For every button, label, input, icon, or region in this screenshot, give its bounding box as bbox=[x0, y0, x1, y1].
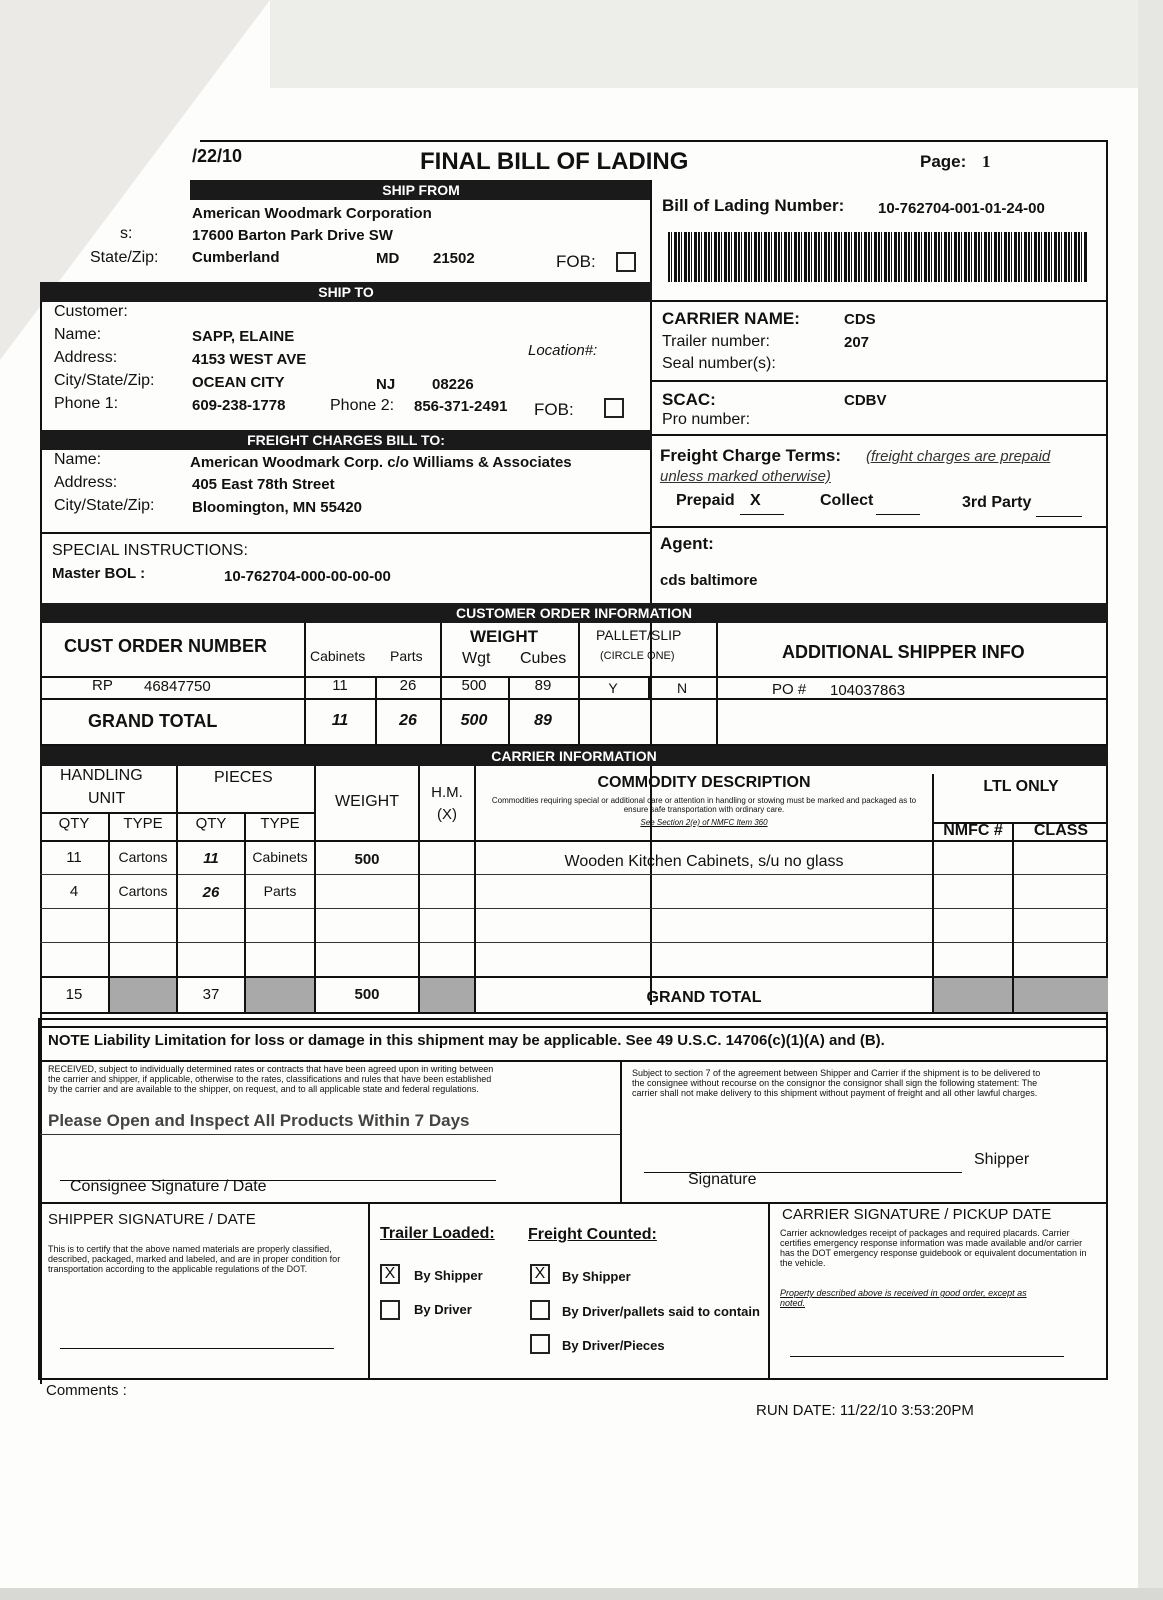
scan-shadow bbox=[0, 1588, 1163, 1600]
rule bbox=[620, 1060, 622, 1204]
scac-label: SCAC: bbox=[662, 390, 716, 409]
carrier-name-label: CARRIER NAME: bbox=[662, 309, 800, 328]
order-gt-cabinets: 11 bbox=[331, 712, 349, 729]
ship-to-zip: 08226 bbox=[432, 376, 474, 393]
h-circle-one: (CIRCLE ONE) bbox=[600, 650, 675, 662]
ship-from-bar: SHIP FROM bbox=[190, 180, 652, 200]
h-class: CLASS bbox=[1033, 822, 1089, 839]
row1-handling-type: Cartons bbox=[118, 849, 168, 865]
h-pieces: PIECES bbox=[214, 769, 273, 786]
order-number: 46847750 bbox=[144, 678, 211, 695]
pallet-n[interactable]: N bbox=[676, 680, 688, 696]
h-weight: WEIGHT bbox=[335, 793, 399, 810]
bill-to-city-label: City/State/Zip: bbox=[54, 497, 155, 514]
order-bar: CUSTOMER ORDER INFORMATION bbox=[40, 603, 1108, 623]
rule bbox=[40, 1060, 1106, 1062]
scan-background bbox=[270, 0, 1163, 88]
terms-note-line1: (freight charges are prepaid bbox=[866, 448, 1051, 465]
section7-text: Subject to section 7 of the agreement between Shipper and Carrier if the shipment is to be delivered to the consignee without recourse on the consignor the consignor shall sign the following statement: The carrier shall not make delivery to this shipment without payment of freight and all other lawful charges. bbox=[632, 1068, 1041, 1098]
carrier-grand-total-label: GRAND TOTAL bbox=[646, 989, 762, 1006]
h-parts: Parts bbox=[390, 648, 423, 664]
h-wgt: Wgt bbox=[462, 650, 491, 667]
rule bbox=[40, 942, 1108, 943]
rule bbox=[418, 766, 420, 1012]
bill-to-address: 405 East 78th Street bbox=[192, 476, 335, 493]
page-title: FINAL BILL OF LADING bbox=[420, 148, 689, 175]
h-handling-qty: QTY bbox=[58, 815, 90, 832]
rule bbox=[368, 1204, 370, 1380]
row1-pieces-type: Cabinets bbox=[252, 849, 308, 865]
bill-to-bar: FREIGHT CHARGES BILL TO: bbox=[40, 430, 652, 450]
row1-handling-qty: 11 bbox=[66, 849, 82, 866]
pro-label: Pro number: bbox=[662, 411, 751, 428]
ship-to-state: NJ bbox=[376, 376, 396, 393]
ship-to-name: SAPP, ELAINE bbox=[192, 328, 295, 345]
row1-description: Wooden Kitchen Cabinets, s/u no glass bbox=[564, 853, 844, 870]
fc-driver-pieces-label: By Driver/Pieces bbox=[562, 1338, 665, 1353]
h-handling: HANDLING bbox=[60, 767, 143, 784]
row2-pieces-qty: 26 bbox=[202, 884, 220, 901]
row1-pieces-qty: 11 bbox=[203, 850, 219, 867]
page-number: 1 bbox=[982, 152, 991, 171]
barcode-image bbox=[668, 232, 1088, 282]
agent-value: cds baltimore bbox=[660, 572, 758, 589]
rule bbox=[650, 180, 652, 1005]
ship-to-fob-label: FOB: bbox=[534, 400, 574, 419]
carrier-name: CDS bbox=[844, 311, 876, 328]
trailer-label: Trailer number: bbox=[662, 333, 770, 350]
h-commodity-note: Commodities requiring special or additional care or attention in handling or stowing must be marked and packaged as to ensure safe transportation with ordinary care. bbox=[491, 796, 917, 814]
ship-to-fob-checkbox[interactable] bbox=[604, 398, 624, 418]
seal-label: Seal number(s): bbox=[662, 355, 776, 372]
ship-to-phone2: 856-371-2491 bbox=[414, 398, 508, 415]
h-cust-order: CUST ORDER NUMBER bbox=[64, 636, 268, 656]
bill-to-name-label: Name: bbox=[54, 451, 102, 468]
order-parts: 26 bbox=[399, 677, 417, 694]
third-party-line bbox=[1036, 516, 1082, 517]
carrier-signature-title: CARRIER SIGNATURE / PICKUP DATE bbox=[782, 1206, 1052, 1223]
tl-shipper-checkbox[interactable]: X bbox=[380, 1264, 400, 1284]
h-cubes: Cubes bbox=[520, 650, 567, 667]
shaded-cell bbox=[420, 978, 474, 1012]
prepaid-label: Prepaid bbox=[676, 492, 735, 509]
ship-from-company: American Woodmark Corporation bbox=[192, 205, 432, 222]
ship-to-name-label: Name: bbox=[54, 326, 102, 343]
special-instructions-label: SPECIAL INSTRUCTIONS: bbox=[52, 542, 248, 559]
collect-label: Collect bbox=[820, 492, 874, 509]
rule bbox=[650, 434, 1108, 436]
certify-text: This is to certify that the above named materials are properly classified, described, packaged, marked and labeled, and are in proper condition for transportation according to the applicable regulations of the DOT. bbox=[48, 1244, 341, 1274]
rule bbox=[650, 300, 1108, 302]
h-unit: UNIT bbox=[88, 790, 126, 807]
h-ltl-only: LTL ONLY bbox=[983, 778, 1059, 795]
ship-from-addr-label: s: bbox=[120, 225, 133, 242]
rule bbox=[716, 623, 718, 744]
ship-to-address: 4153 WEST AVE bbox=[192, 351, 307, 368]
scac-value: CDBV bbox=[844, 392, 887, 409]
fc-driver-pallets-checkbox[interactable] bbox=[530, 1300, 550, 1320]
rule bbox=[40, 1026, 1106, 1028]
h-hm-x: (X) bbox=[437, 806, 457, 823]
ship-from-fob-label: FOB: bbox=[556, 252, 596, 271]
h-pallet: PALLET/SLIP bbox=[596, 627, 682, 643]
fc-driver-pieces-checkbox[interactable] bbox=[530, 1334, 550, 1354]
h-nmfc-section: See Section 2(e) of NMFC Item 360 bbox=[640, 818, 768, 827]
row2-pieces-type: Parts bbox=[263, 883, 297, 899]
rule bbox=[40, 840, 1108, 842]
carrier-property-text: Property described above is received in good order, except as noted. bbox=[780, 1288, 1027, 1308]
rule bbox=[40, 874, 1108, 875]
terms-note-line2: unless marked otherwise) bbox=[660, 468, 831, 485]
total-pieces-qty: 37 bbox=[202, 986, 220, 1003]
carrier-date-line[interactable] bbox=[790, 1356, 1064, 1357]
location-label: Location#: bbox=[528, 342, 598, 359]
order-cabinets: 11 bbox=[332, 677, 348, 694]
ship-to-bar: SHIP TO bbox=[40, 282, 652, 302]
bol-label: Bill of Lading Number: bbox=[662, 196, 845, 215]
carrier-info-bar: CARRIER INFORMATION bbox=[40, 746, 1108, 766]
ship-from-state: MD bbox=[376, 250, 400, 267]
rule bbox=[768, 1204, 770, 1380]
page-label: Page: bbox=[920, 152, 967, 171]
trailer-number: 207 bbox=[844, 334, 870, 351]
order-rp: RP bbox=[92, 677, 113, 694]
prepaid-mark: X bbox=[750, 492, 761, 509]
rule bbox=[40, 532, 652, 534]
h-pieces-type: TYPE bbox=[260, 815, 300, 832]
shipper-label: Shipper bbox=[974, 1151, 1030, 1168]
h-cabinets: Cabinets bbox=[310, 648, 366, 664]
row2-handling-qty: 4 bbox=[69, 883, 79, 900]
inspect-notice: Please Open and Inspect All Products Within 7 Days bbox=[48, 1111, 470, 1130]
ship-from-citystate-label: State/Zip: bbox=[90, 249, 159, 266]
signature-label: Signature bbox=[688, 1171, 757, 1188]
row2-handling-type: Cartons bbox=[118, 883, 168, 899]
third-party-label: 3rd Party bbox=[962, 494, 1032, 511]
tl-shipper-label: By Shipper bbox=[414, 1268, 483, 1283]
rule bbox=[650, 526, 1108, 528]
carrier-ack-text: Carrier acknowledges receipt of packages and required placards. Carrier certifies emergency response information was made available and/or carrier has the DOT emergency response guidebook or equivalent documentation in the vehicle. bbox=[780, 1228, 1087, 1268]
ship-to-address-label: Address: bbox=[54, 349, 118, 366]
master-bol-number: 10-762704-000-00-00-00 bbox=[224, 568, 391, 585]
po-number: 104037863 bbox=[830, 682, 906, 699]
ship-to-customer-label: Customer: bbox=[54, 303, 128, 320]
fc-driver-pallets-label: By Driver/pallets said to contain bbox=[562, 1304, 760, 1319]
total-handling-qty: 15 bbox=[65, 986, 83, 1003]
ship-from-address: 17600 Barton Park Drive SW bbox=[192, 227, 393, 244]
shaded-cell bbox=[934, 978, 1012, 1012]
consignee-signature-label: Consignee Signature / Date bbox=[70, 1178, 267, 1195]
liability-note: NOTE Liability Limitation for loss or damage in this shipment may be applicable. See 49 U.S.C. 14706(c)(1)(A) and (B). bbox=[48, 1032, 885, 1049]
collect-line bbox=[876, 514, 920, 515]
rule bbox=[650, 380, 1108, 382]
rule bbox=[200, 140, 1108, 142]
h-pieces-qty: QTY bbox=[195, 815, 227, 832]
h-nmfc: NMFC # bbox=[943, 822, 1003, 839]
rule bbox=[474, 766, 476, 1012]
ship-to-phone1-label: Phone 1: bbox=[54, 395, 119, 412]
order-weight: 500 bbox=[461, 677, 487, 694]
terms-label: Freight Charge Terms: bbox=[660, 446, 842, 465]
bill-to-name: American Woodmark Corp. c/o Williams & Associates bbox=[190, 454, 572, 471]
shaded-cell bbox=[1014, 978, 1108, 1012]
h-hm: H.M. bbox=[431, 784, 463, 801]
h-additional: ADDITIONAL SHIPPER INFO bbox=[782, 642, 1025, 662]
ship-to-phone1: 609-238-1778 bbox=[192, 397, 286, 414]
order-cubes: 89 bbox=[534, 677, 552, 694]
order-grand-total-label: GRAND TOTAL bbox=[88, 711, 218, 731]
rule bbox=[932, 774, 934, 1012]
order-gt-cubes: 89 bbox=[534, 712, 552, 729]
ship-to-city-label: City/State/Zip: bbox=[54, 372, 155, 389]
order-gt-parts: 26 bbox=[399, 712, 417, 729]
order-gt-weight: 500 bbox=[460, 712, 488, 729]
rule bbox=[40, 1012, 1108, 1014]
rule bbox=[40, 698, 1108, 700]
ship-from-fob-checkbox[interactable] bbox=[616, 252, 636, 272]
bill-to-address-label: Address: bbox=[54, 474, 118, 491]
tl-driver-checkbox[interactable] bbox=[380, 1300, 400, 1320]
bol-number: 10-762704-001-01-24-00 bbox=[878, 200, 1045, 217]
po-label: PO # bbox=[772, 681, 807, 698]
run-date: RUN DATE: 11/22/10 3:53:20PM bbox=[756, 1402, 974, 1419]
pallet-y[interactable]: Y bbox=[608, 680, 618, 696]
total-weight: 500 bbox=[354, 986, 380, 1003]
freight-counted-label: Freight Counted: bbox=[528, 1226, 657, 1243]
shipper-date-line[interactable] bbox=[60, 1348, 334, 1349]
h-weight: WEIGHT bbox=[470, 627, 538, 646]
bill-to-city: Bloomington, MN 55420 bbox=[192, 499, 363, 516]
rule bbox=[40, 908, 1108, 909]
header-date: /22/10 bbox=[192, 146, 243, 166]
ship-to-city: OCEAN CITY bbox=[192, 374, 285, 391]
fc-shipper-checkbox[interactable]: X bbox=[530, 1264, 550, 1284]
rule bbox=[40, 1202, 1106, 1204]
row1-weight: 500 bbox=[354, 851, 380, 868]
ship-to-phone2-label: Phone 2: bbox=[330, 397, 395, 414]
comments-label: Comments : bbox=[46, 1382, 127, 1399]
received-text: RECEIVED, subject to individually determined rates or contracts that have been agreed upon in writing between the carrier and shipper, if applicable, otherwise to the rates, classifications and rules that have been established by the carrier and are available to the shipper, on request, and to all applicable state and federal regulations. bbox=[48, 1064, 494, 1094]
shipper-signature-title: SHIPPER SIGNATURE / DATE bbox=[48, 1211, 256, 1228]
trailer-loaded-label: Trailer Loaded: bbox=[380, 1225, 495, 1242]
prepaid-line bbox=[740, 514, 784, 515]
shaded-cell bbox=[246, 978, 314, 1012]
fc-shipper-label: By Shipper bbox=[562, 1269, 631, 1284]
scan-edge bbox=[1138, 0, 1163, 1600]
ship-from-city: Cumberland bbox=[192, 249, 280, 266]
h-commodity: COMMODITY DESCRIPTION bbox=[597, 774, 811, 791]
agent-label: Agent: bbox=[660, 534, 714, 553]
h-handling-type: TYPE bbox=[123, 815, 163, 832]
master-bol-label: Master BOL : bbox=[52, 565, 146, 582]
tl-driver-label: By Driver bbox=[414, 1302, 472, 1317]
shaded-cell bbox=[110, 978, 176, 1012]
rule bbox=[40, 1134, 620, 1135]
ship-from-zip: 21502 bbox=[433, 250, 475, 267]
